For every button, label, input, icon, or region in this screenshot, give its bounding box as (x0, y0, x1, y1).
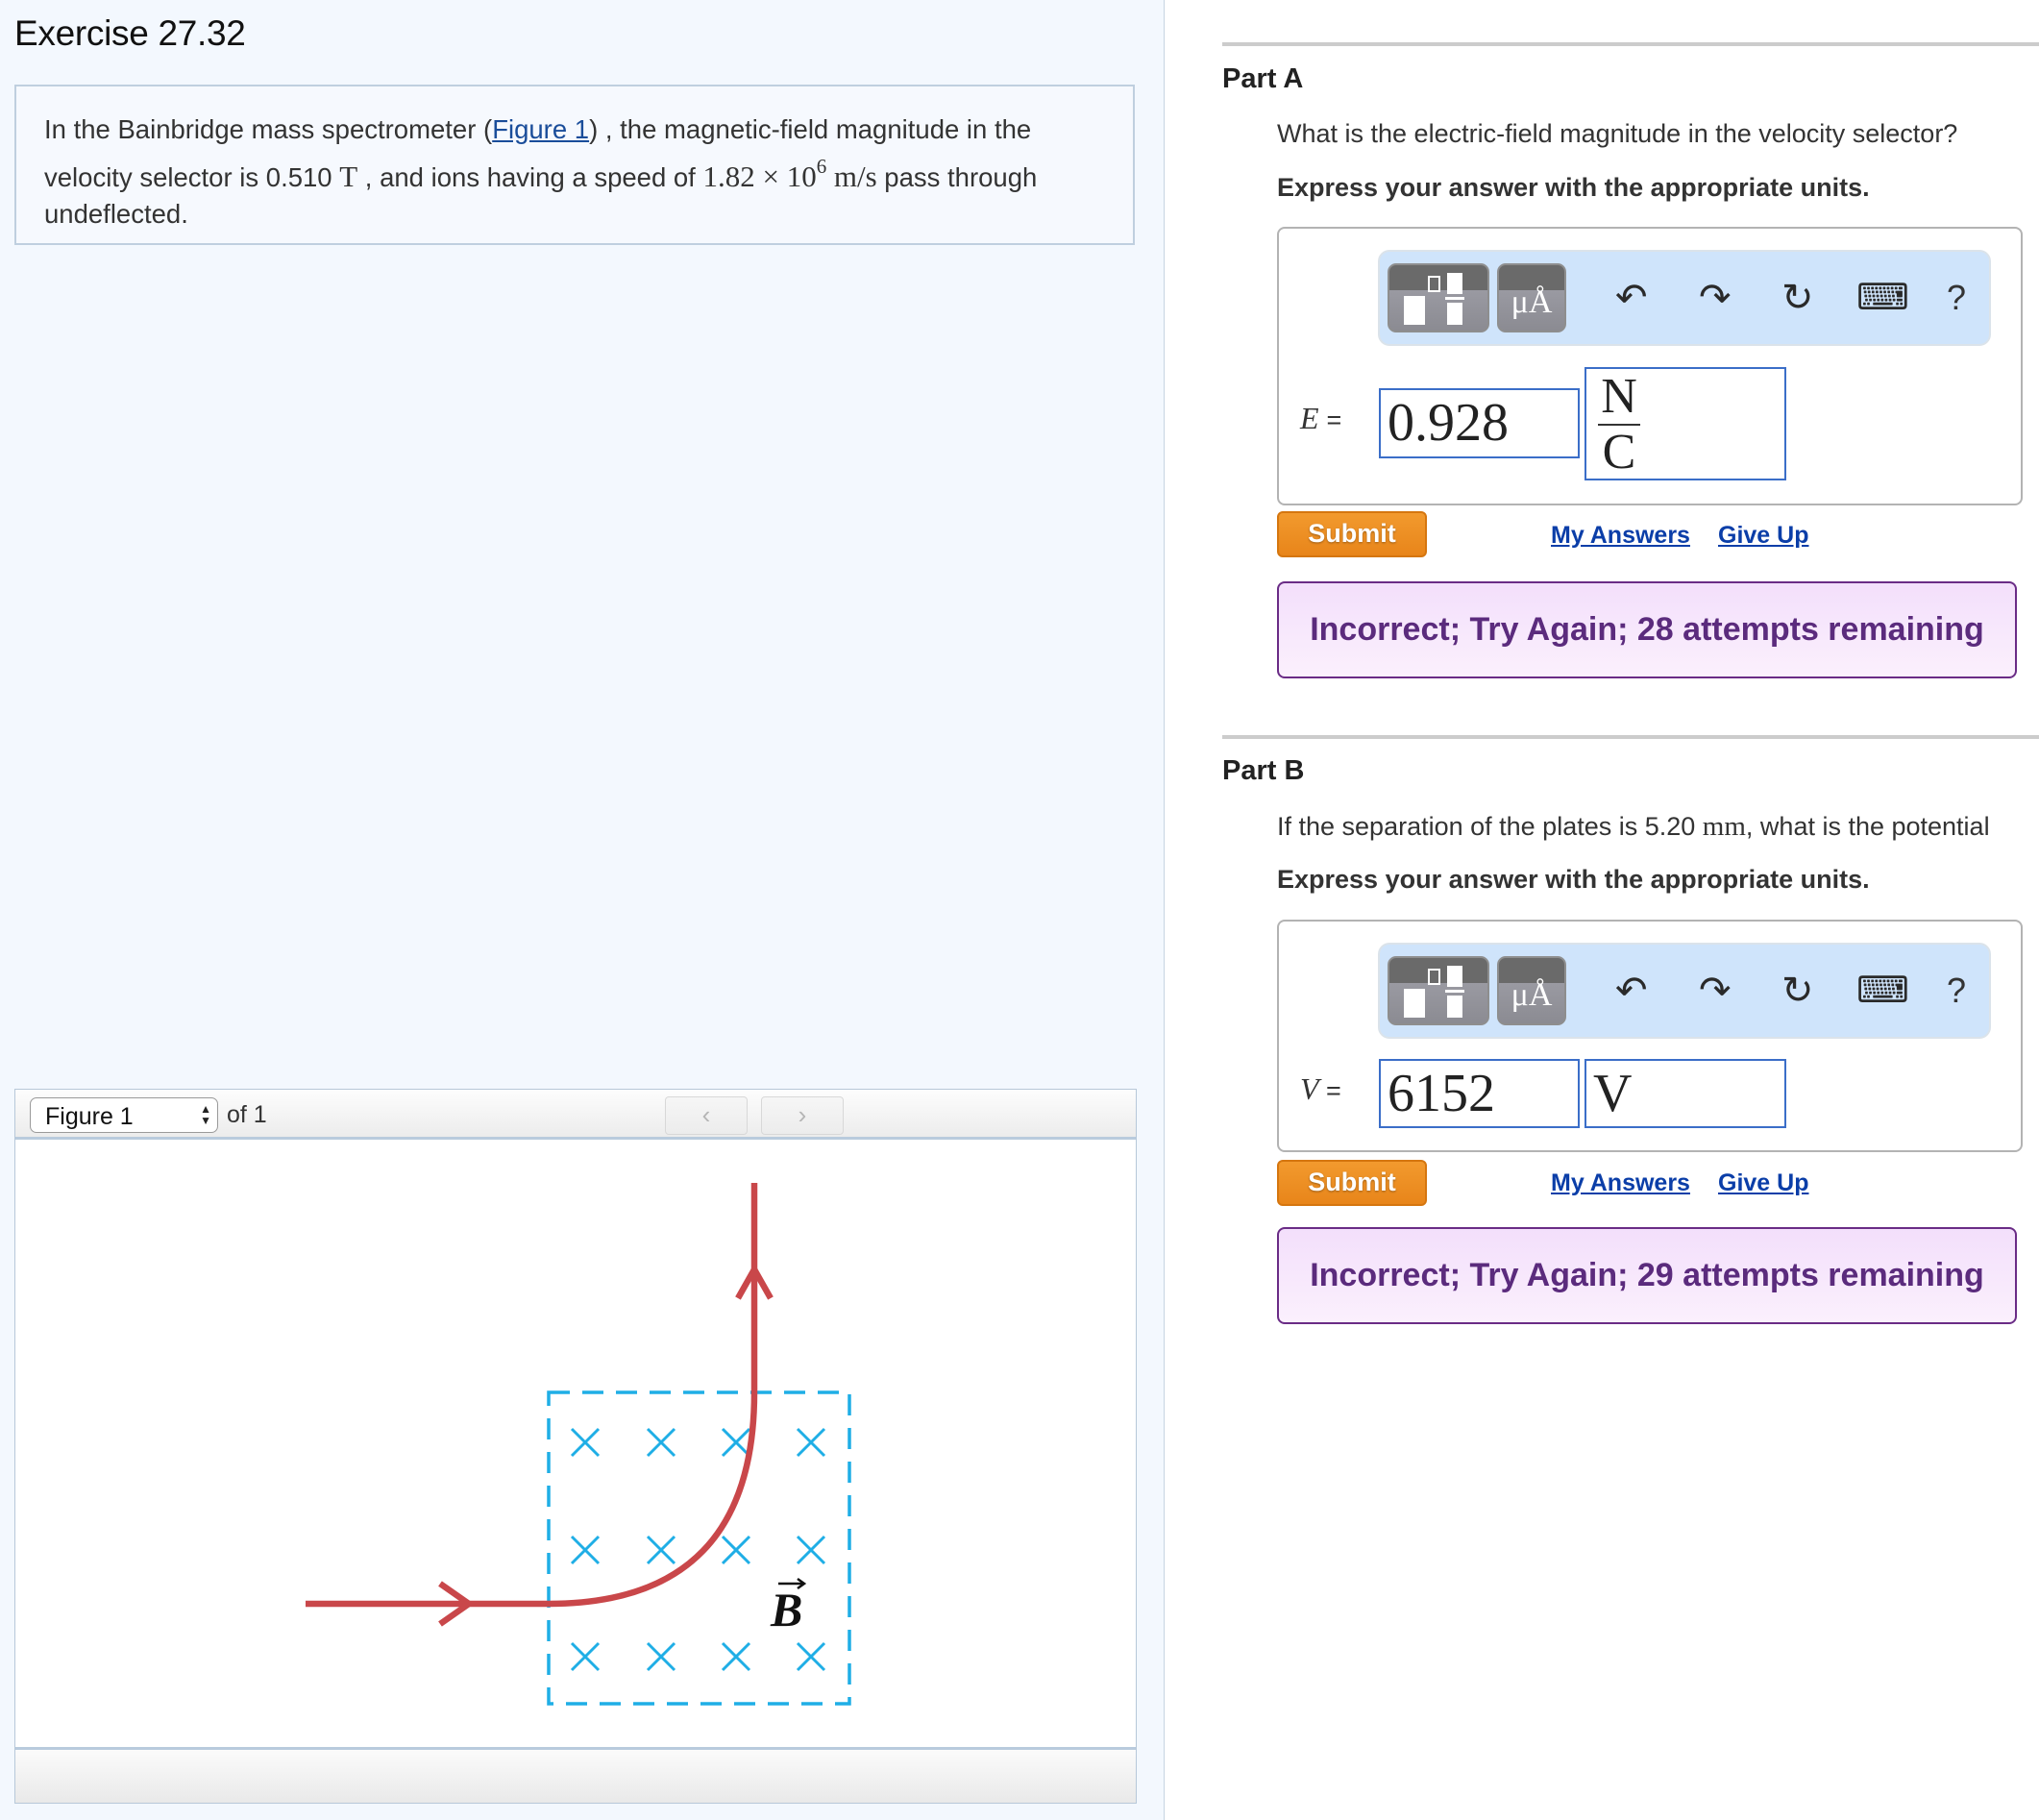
figure-select[interactable] (30, 1097, 218, 1133)
part-b-unit-input[interactable]: V (1585, 1059, 1786, 1128)
part-a-unit-input[interactable] (1585, 367, 1786, 480)
problem-text-4: pass through undeflected. (44, 162, 1038, 229)
figure-image (15, 1140, 1136, 1737)
next-figure-button[interactable] (761, 1096, 844, 1135)
units-icon: μÅ (1511, 977, 1553, 1013)
mass-spectrometer-diagram (15, 1140, 1136, 1737)
variable-e: E (1300, 401, 1319, 435)
units-icon: μÅ (1511, 284, 1553, 320)
part-a-question: What is the electric-field magnitude in the velocity selector? (1277, 119, 1958, 148)
part-a-submit-button[interactable]: Submit (1277, 511, 1427, 557)
exercise-title: Exercise 27.32 (14, 13, 246, 53)
problem-statement (44, 111, 1101, 233)
part-b-math-toolbar (1378, 943, 1991, 1039)
part-b-answer-box (1277, 920, 2023, 1152)
part-b-give-up-link[interactable]: Give Up (1718, 1169, 1809, 1196)
variable-v: V (1300, 1071, 1318, 1106)
part-a-my-answers-link[interactable]: My Answers (1551, 522, 1690, 549)
part-a-divider (1222, 42, 2039, 46)
chevron-right-icon: › (798, 1100, 807, 1129)
part-b-instruction: Express your answer with the appropriate units. (1277, 865, 1870, 894)
problem-text-2: ) , the magnetic-field magnitude in the velocity selector is 0.510 (44, 114, 1032, 192)
templates-button[interactable] (1388, 956, 1489, 1025)
fraction-template-icon (1389, 958, 1487, 1023)
part-a-instruction: Express your answer with the appropriate units. (1277, 173, 1870, 202)
ion-path (306, 1183, 771, 1624)
reset-icon[interactable]: ↻ (1781, 277, 1814, 319)
redo-icon[interactable]: ↷ (1699, 277, 1732, 319)
unit-denominator: C (1602, 425, 1636, 480)
figure-caption-bar (15, 1747, 1136, 1803)
part-b-variable (1300, 1071, 1341, 1107)
part-b-value-input[interactable]: 6152 (1379, 1059, 1580, 1128)
part-b-divider (1222, 735, 2039, 739)
figure-count: of 1 (227, 1101, 267, 1128)
speed-mantissa: 1.82 × 10 (702, 160, 817, 193)
redo-icon[interactable]: ↷ (1699, 970, 1732, 1012)
figure-viewer (14, 1089, 1137, 1804)
question-unit: mm (1702, 811, 1746, 842)
fraction-template-icon (1389, 265, 1487, 331)
part-a-give-up-link[interactable]: Give Up (1718, 522, 1809, 549)
help-icon[interactable]: ? (1947, 278, 1967, 317)
select-arrows-icon: ▲ ▼ (200, 1102, 211, 1127)
part-b-question (1277, 811, 1990, 843)
figure-select-value: Figure 1 (45, 1103, 134, 1130)
figure-link[interactable]: Figure 1 (492, 114, 590, 144)
field-label: B (771, 1583, 803, 1636)
question-text-end: , what is the potential (1745, 812, 1990, 841)
part-a-label: Part A (1222, 63, 1304, 94)
field-region (549, 1392, 849, 1704)
part-a-answer-box (1277, 227, 2023, 505)
equals-sign: = (1325, 1076, 1341, 1105)
problem-text-1: In the Bainbridge mass spectrometer ( (44, 114, 493, 144)
help-icon[interactable]: ? (1947, 971, 1967, 1010)
keyboard-icon[interactable]: ⌨ (1856, 278, 1909, 318)
prev-figure-button[interactable] (665, 1096, 748, 1135)
part-b-label: Part B (1222, 755, 1305, 786)
keyboard-icon[interactable]: ⌨ (1856, 971, 1909, 1011)
part-a-math-toolbar (1378, 250, 1991, 346)
unit-numerator: N (1601, 369, 1637, 424)
undo-icon[interactable]: ↶ (1615, 277, 1648, 319)
problem-statement-box (14, 85, 1135, 245)
speed-unit: m/s (833, 160, 877, 193)
undo-icon[interactable]: ↶ (1615, 970, 1648, 1012)
part-b-my-answers-link[interactable]: My Answers (1551, 1169, 1690, 1196)
reset-icon[interactable]: ↻ (1781, 970, 1814, 1012)
part-b-feedback: Incorrect; Try Again; 29 attempts remaining (1277, 1227, 2017, 1324)
question-text: If the separation of the plates is 5.20 (1277, 812, 1703, 841)
part-a-value-input[interactable]: 0.928 (1379, 388, 1580, 458)
unit-tesla: T (339, 160, 358, 193)
part-a-feedback: Incorrect; Try Again; 28 attempts remaining (1277, 581, 2017, 678)
chevron-left-icon: ‹ (701, 1100, 711, 1129)
part-b-submit-button[interactable]: Submit (1277, 1160, 1427, 1206)
units-button[interactable] (1497, 956, 1566, 1025)
part-a-variable (1300, 401, 1341, 436)
problem-text-3: , and ions having a speed of (357, 162, 703, 192)
units-button[interactable] (1497, 263, 1566, 332)
speed-exponent: 6 (816, 155, 827, 178)
templates-button[interactable] (1388, 263, 1489, 332)
equals-sign: = (1326, 406, 1342, 434)
figure-toolbar (15, 1090, 1136, 1140)
